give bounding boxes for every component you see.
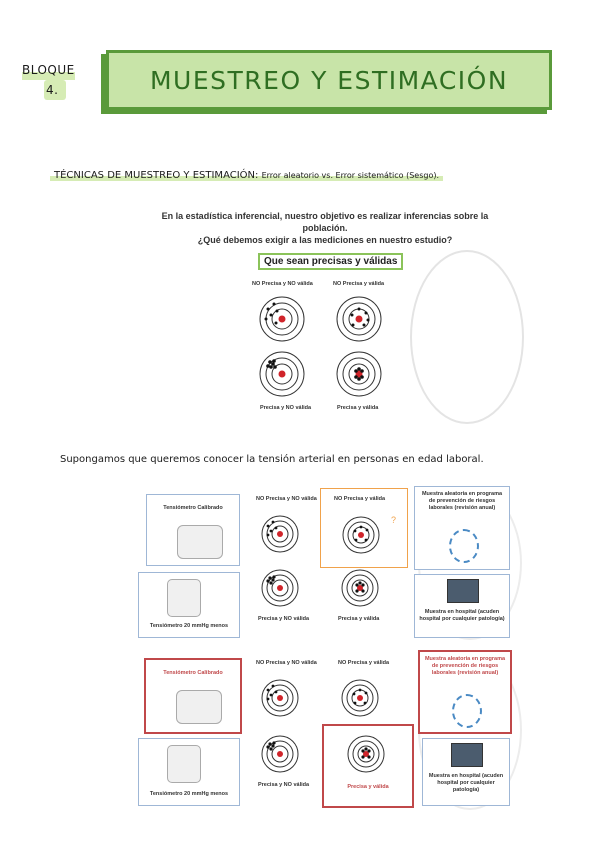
sample-label: Muestra en hospital (acuden hospital por cualquier patología) [428,773,504,793]
target-icon [260,568,300,608]
target-label: Precisa y válida [347,784,389,790]
target-label: NO Precisa y válida [338,660,390,666]
target-label: Precisa y NO válida [260,405,312,411]
slide1-answer: Que sean precisas y válidas [258,253,403,270]
device-label: Tensiómetro 20 mmHg menos [149,791,229,797]
highlight-frame-orange [320,488,408,568]
section-heading-main: TÉCNICAS DE MUESTREO Y ESTIMACIÓN: [54,170,259,181]
slide-precision-validity [140,210,510,420]
wrist-monitor-icon [167,579,201,617]
target-label: NO Precisa y NO válida [256,660,317,666]
target-icon [341,515,381,555]
sample-label: Muestra en hospital (acuden hospital por cualquier patología) [419,609,505,622]
highlight-frame-red [322,724,414,808]
slide1-line2: ¿Qué debemos exigir a las mediciones en nuestro estudio? [197,235,453,245]
university-seal-watermark [410,250,524,424]
sample-card-hospital [422,738,510,806]
target-icon [258,350,306,398]
sample-label: Muestra aleatoria en programa de prevención de riesgos laborales (revisión anual) [424,656,506,676]
worker-icon [452,694,482,728]
page-title: MUESTREO Y ESTIMACIÓN [149,65,509,95]
blood-pressure-monitor-icon [177,525,223,559]
hospital-icon [451,743,483,767]
target-label: Precisa y NO válida [258,782,310,788]
target-icon [335,350,383,398]
slide1-question [140,210,510,246]
target-icon [260,514,300,554]
block-label [22,60,75,100]
target-icon [335,295,383,343]
blood-pressure-monitor-icon [176,690,222,724]
target-label: NO Precisa y válida [334,496,386,502]
device-label: Tensiómetro Calibrado [163,505,223,511]
device-card-offset [138,572,240,638]
slide1-line1: En la estadística inferencial, nuestro objetivo es realizar inferencias sobre la población. [161,211,489,233]
wrist-monitor-icon [167,745,201,783]
handwritten-note: Supongamos que queremos conocer la tensión arterial en personas en edad laboral. [60,454,484,465]
target-label: Precisa y NO válida [258,616,310,622]
block-label-text: BLOQUE [22,60,75,80]
sample-label: Muestra aleatoria en programa de prevención de riesgos laborales (revisión anual) [421,491,503,511]
slide-sampling-1 [138,486,518,636]
target-label: NO Precisa y NO válida [256,496,317,502]
target-icon [260,734,300,774]
target-icon [346,734,386,774]
sample-card-random [418,650,512,734]
worker-icon [449,529,479,563]
target-label: NO Precisa y NO válida [252,281,313,287]
slide-sampling-2 [138,650,518,806]
target-icon [260,678,300,718]
device-card-calibrated [146,494,240,566]
device-card-offset [138,738,240,806]
target-icon [340,568,380,608]
device-label: Tensiómetro 20 mmHg menos [149,623,229,629]
sample-card-random [414,486,510,570]
device-card-calibrated [144,658,242,734]
target-label: NO Precisa y válida [333,281,385,287]
target-icon [258,295,306,343]
page-title-box [106,50,552,110]
device-label: Tensiómetro Calibrado [163,670,223,676]
target-icon [340,678,380,718]
target-label: Precisa y válida [338,616,380,622]
question-mark: ? [391,515,397,525]
sample-card-hospital [414,574,510,638]
block-number: 4. [44,80,66,100]
target-label: Precisa y válida [337,405,379,411]
section-heading [50,170,443,181]
section-heading-sub: Error aleatorio vs. Error sistemático (Sesgo). [261,171,440,180]
hospital-icon [447,579,479,603]
